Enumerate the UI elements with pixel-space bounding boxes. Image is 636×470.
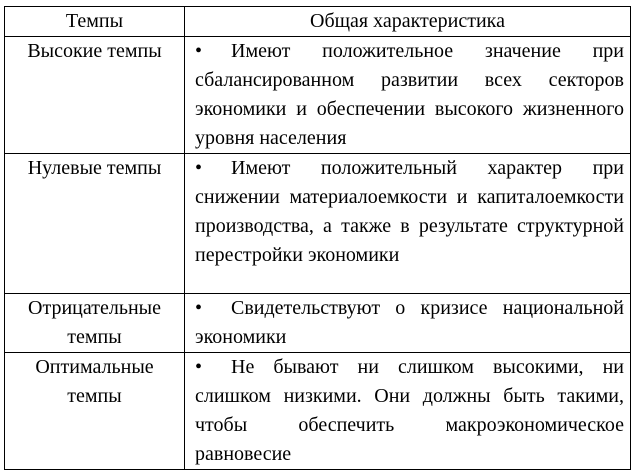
characteristic-cell — [185, 37, 631, 154]
characteristic-cell — [185, 294, 631, 353]
characteristic-cell — [185, 154, 631, 294]
bullet-icon: • — [195, 297, 203, 319]
column-header-characteristic: Общая характеристика — [185, 7, 631, 37]
bullet-icon: • — [195, 40, 203, 62]
rate-type-cell: Высокие темпы — [5, 37, 185, 154]
rate-type-cell: Отрицательные темпы — [5, 294, 185, 353]
bullet-icon: • — [195, 356, 203, 378]
column-header-rates: Темпы — [5, 7, 185, 37]
characteristic-text: Свидетельствуют о кризисе национальной экономики — [195, 297, 624, 348]
bullet-icon: • — [195, 157, 203, 179]
rate-type-cell: Нулевые темпы — [5, 154, 185, 294]
table-row-optimal-rates — [5, 353, 631, 470]
growth-rates-table — [4, 6, 631, 470]
characteristic-text: Не бывают ни слишком высокими, ни слишком низкими. Они должны быть такими, чтобы обеспечить макроэкономическое равновесие — [195, 356, 624, 465]
table-row-zero-rates — [5, 154, 631, 294]
table-row-negative-rates — [5, 294, 631, 353]
characteristic-cell — [185, 353, 631, 470]
characteristic-text: Имеют положительное значение при сбалансированном развитии всех секторов экономики и обеспечении высокого жизненного уровня населения — [195, 40, 624, 149]
table-header-row — [5, 7, 631, 37]
characteristic-text: Имеют положительный характер при снижении материалоемкости и капиталоемкости производства, а также в результате структурной перестройки экономики — [195, 157, 624, 266]
table-row-high-rates — [5, 37, 631, 154]
rate-type-cell: Оптимальные темпы — [5, 353, 185, 470]
